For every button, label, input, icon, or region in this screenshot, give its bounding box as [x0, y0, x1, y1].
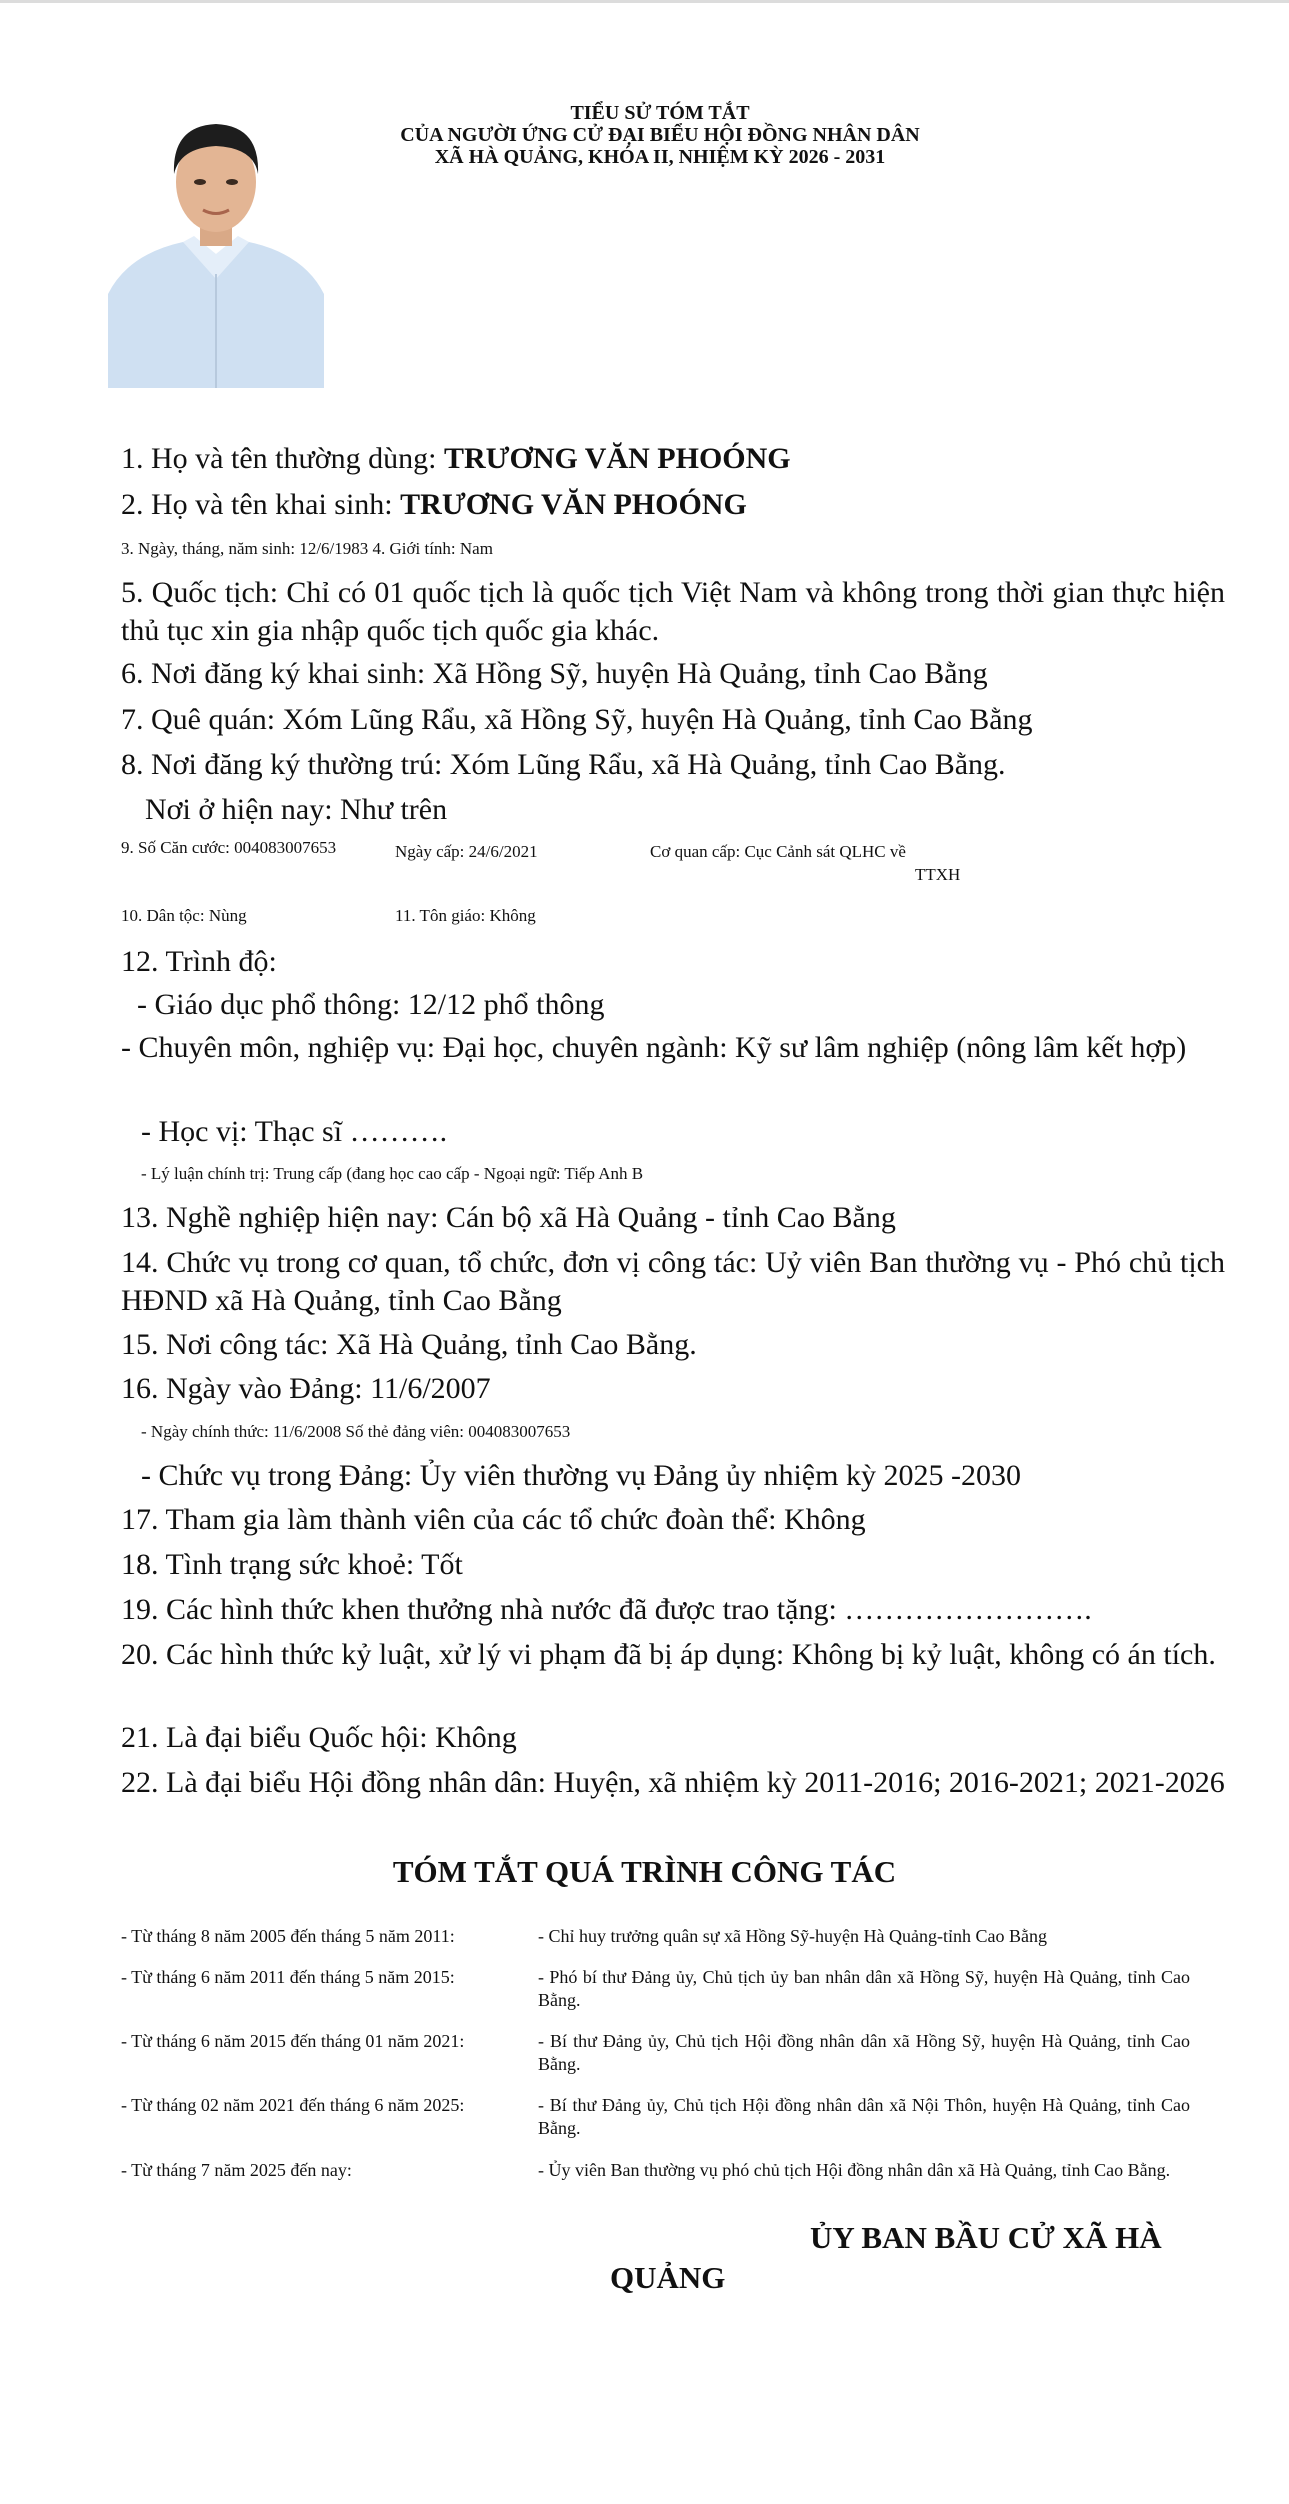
document-header — [330, 102, 990, 168]
item-current-residence: Nơi ở hiện nay: Như trên — [145, 793, 448, 826]
header-subtitle: CỦA NGƯỜI ỨNG CỬ ĐẠI BIỂU HỘI ĐỒNG NHÂN DÂN — [400, 124, 920, 146]
work-period: - Từ tháng 6 năm 2011 đến tháng 5 năm 2015: — [121, 1967, 455, 1987]
item-health: 18. Tình trạng sức khoẻ: Tốt — [121, 1548, 463, 1581]
item-organizations: 17. Tham gia làm thành viên của các tổ chức đoàn thể: Không — [121, 1503, 866, 1536]
item-birth-registration: 6. Nơi đăng ký khai sinh: Xã Hồng Sỹ, huyện Hà Quảng, tỉnh Cao Bằng — [121, 657, 988, 690]
item-id-issuer: Cơ quan cấp: Cục Cảnh sát QLHC về — [650, 842, 906, 861]
item-party-position: - Chức vụ trong Đảng: Ủy viên thường vụ Đảng ủy nhiệm kỳ 2025 -2030 — [141, 1459, 1021, 1492]
birth-name-value: TRƯƠNG VĂN PHOÓNG — [400, 488, 747, 521]
header-term: XÃ HÀ QUẢNG, KHÓA II, NHIỆM KỲ 2026 - 2031 — [434, 146, 886, 168]
item-occupation: 13. Nghề nghiệp hiện nay: Cán bộ xã Hà Quảng - tỉnh Cao Bằng — [121, 1201, 896, 1234]
work-description: - Bí thư Đảng ủy, Chủ tịch Hội đồng nhân dân xã Nội Thôn, huyện Hà Quảng, tỉnh Cao Bằng. — [538, 2095, 1190, 2138]
item-specialty: - Chuyên môn, nghiệp vụ: Đại học, chuyên ngành: Kỹ sư lâm nghiệp (nông lâm kết hợp) — [121, 1031, 1187, 1064]
work-period: - Từ tháng 6 năm 2015 đến tháng 01 năm 2021: — [121, 2031, 465, 2051]
item-hometown: 7. Quê quán: Xóm Lũng Rẩu, xã Hồng Sỹ, huyện Hà Quảng, tỉnh Cao Bằng — [121, 703, 1033, 736]
item-general-education: - Giáo dục phổ thông: 12/12 phổ thông — [137, 988, 605, 1021]
item-ethnicity: 10. Dân tộc: Nùng — [121, 906, 247, 925]
item-permanent-residence: 8. Nơi đăng ký thường trú: Xóm Lũng Rẩu, xã Hà Quảng, tỉnh Cao Bằng. — [121, 748, 1006, 781]
common-name-value: TRƯƠNG VĂN PHOÓNG — [443, 442, 791, 475]
item-council-delegate: 22. Là đại biểu Hội đồng nhân dân: Huyện, xã nhiệm kỳ 2011-2016; 2016-2021; 2021-2026 — [121, 1766, 1225, 1799]
item-birthdate-gender: 3. Ngày, tháng, năm sinh: 12/6/1983 4. Giới tính: Nam — [121, 539, 493, 558]
work-description: - Phó bí thư Đảng ủy, Chủ tịch ủy ban nhân dân xã Hồng Sỹ, huyện Hà Quảng, tỉnh Cao Bằng. — [538, 1967, 1190, 2010]
work-history-title: TÓM TẮT QUÁ TRÌNH CÔNG TÁC — [392, 1854, 897, 1889]
header-title: TIỂU SỬ TÓM TẮT — [570, 102, 750, 124]
top-border — [0, 0, 1289, 3]
item-religion: 11. Tôn giáo: Không — [395, 906, 536, 925]
work-description: - Bí thư Đảng ủy, Chủ tịch Hội đồng nhân dân xã Hồng Sỹ, huyện Hà Quảng, tỉnh Cao Bằng. — [538, 2031, 1190, 2074]
signature-committee: ỦY BAN BẦU CỬ XÃ HÀ — [810, 2220, 1162, 2255]
item-id-issue-date: Ngày cấp: 24/6/2021 — [395, 842, 538, 861]
item-discipline: 20. Các hình thức kỷ luật, xử lý vi phạm đã bị áp dụng: Không bị kỷ luật, không có án tích. — [121, 1638, 1216, 1671]
work-period: - Từ tháng 02 năm 2021 đến tháng 6 năm 2025: — [121, 2095, 465, 2115]
item-common-name: 1. Họ và tên thường dùng: TRƯƠNG VĂN PHOÓNG — [121, 442, 791, 475]
work-period: - Từ tháng 8 năm 2005 đến tháng 5 năm 2011: — [121, 1926, 455, 1946]
work-description: - Ủy viên Ban thường vụ phó chủ tịch Hội đồng nhân dân xã Hà Quảng, tỉnh Cao Bằng. — [538, 2160, 1171, 2180]
signature-committee-cont: QUẢNG — [610, 2260, 726, 2295]
item-workplace: 15. Nơi công tác: Xã Hà Quảng, tỉnh Cao Bằng. — [121, 1328, 697, 1361]
item-degree: - Học vị: Thạc sĩ ………. — [141, 1115, 448, 1148]
candidate-photo — [108, 104, 324, 388]
work-description: - Chỉ huy trưởng quân sự xã Hồng Sỹ-huyện Hà Quảng-tỉnh Cao Bằng — [538, 1926, 1047, 1946]
item-party-join-date: 16. Ngày vào Đảng: 11/6/2007 — [121, 1372, 491, 1405]
item-id-number: 9. Số Căn cước: 004083007653 — [121, 838, 337, 857]
work-period: - Từ tháng 7 năm 2025 đến nay: — [121, 2160, 352, 2180]
item-position: 14. Chức vụ trong cơ quan, tổ chức, đơn vị công tác: Uỷ viên Ban thường vụ - Phó chủ tịch HĐND xã Hà Quảng, tỉnh Cao Bằng — [121, 1246, 1225, 1317]
item-education: 12. Trình độ: — [121, 945, 277, 978]
item-awards: 19. Các hình thức khen thưởng nhà nước đã được trao tặng: ……………………. — [121, 1593, 1092, 1626]
item-national-assembly: 21. Là đại biểu Quốc hội: Không — [121, 1721, 517, 1754]
item-party-official-date: - Ngày chính thức: 11/6/2008 Số thẻ đảng viên: 004083007653 — [141, 1422, 571, 1441]
item-birth-name: 2. Họ và tên khai sinh: TRƯƠNG VĂN PHOÓNG — [121, 488, 747, 521]
item-nationality: 5. Quốc tịch: Chỉ có 01 quốc tịch là quốc tịch Việt Nam và không trong thời gian thực hiện thủ tục xin gia nhập quốc tịch quốc gia khác. — [121, 576, 1225, 647]
item-id-issuer-cont: TTXH — [915, 865, 961, 884]
item-political-theory: - Lý luận chính trị: Trung cấp (đang học cao cấp - Ngoại ngữ: Tiếp Anh B — [141, 1164, 644, 1183]
